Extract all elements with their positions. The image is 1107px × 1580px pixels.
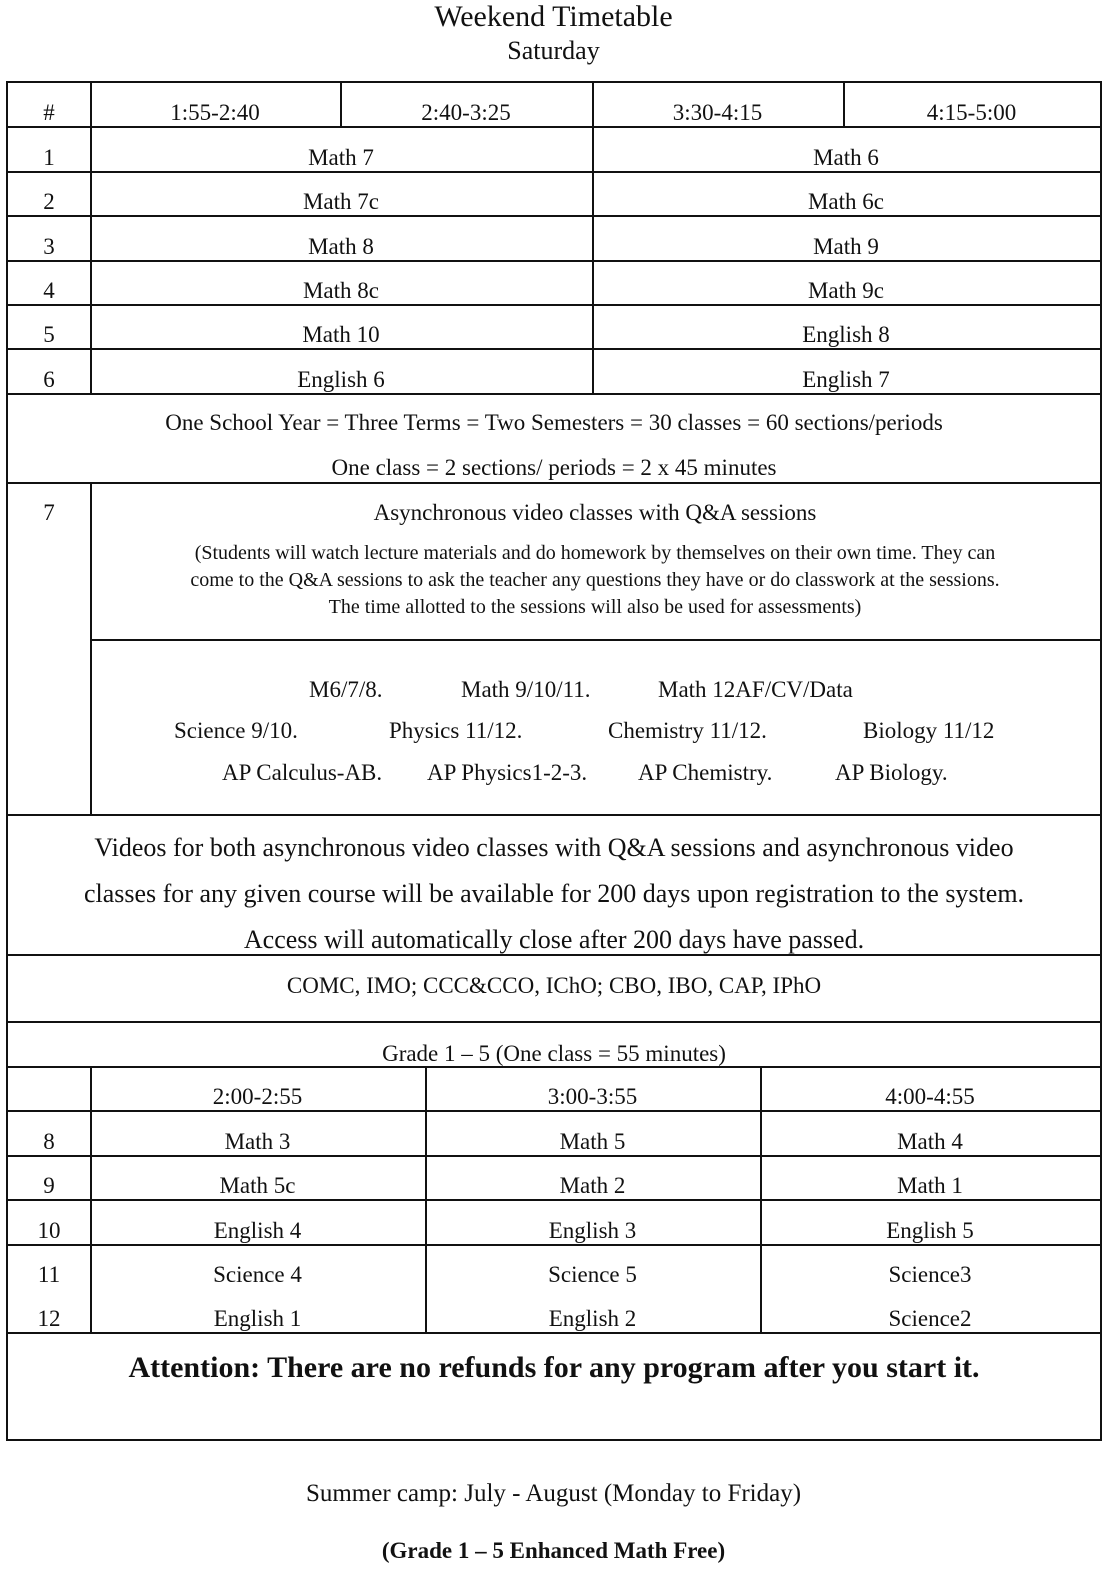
competitions-list: COMC, IMO; CCC&CCO, IChO; CBO, IBO, CAP, IPhO xyxy=(286,973,822,998)
time-slot-header: 2:40-3:25 xyxy=(421,100,511,125)
row-number: 9 xyxy=(43,1173,55,1198)
page-title: Weekend Timetable xyxy=(434,0,673,33)
subject-item: Chemistry 11/12. xyxy=(608,718,767,743)
row-number: 11 xyxy=(37,1262,61,1287)
class-cell: Science2 xyxy=(888,1306,972,1331)
summer-camp-info: Summer camp: July - August (Monday to Friday) xyxy=(305,1480,802,1507)
row-number: 12 xyxy=(37,1306,61,1331)
class-cell: English 2 xyxy=(548,1306,637,1331)
class-cell: English 8 xyxy=(802,322,890,347)
class-cell: Math 5 xyxy=(559,1129,626,1154)
class-cell: Math 2 xyxy=(559,1173,626,1198)
async-heading: Asynchronous video classes with Q&A sessions xyxy=(373,500,817,525)
page-subtitle: Saturday xyxy=(507,36,600,65)
video-note-line: classes for any given course will be available for 200 days upon registration to the system. xyxy=(83,879,1025,908)
subject-item: AP Chemistry. xyxy=(638,760,773,785)
school-year-note: One School Year = Three Terms = Two Semesters = 30 classes = 60 sections/periods xyxy=(165,410,943,435)
class-cell: Math 10 xyxy=(302,322,380,347)
class-cell: Math 6c xyxy=(807,189,884,214)
class-cell: Math 8c xyxy=(302,278,379,303)
row-number: 7 xyxy=(43,500,55,525)
row-number: 3 xyxy=(43,234,55,259)
class-cell: Math 4 xyxy=(897,1129,963,1154)
row-number: 5 xyxy=(43,322,55,347)
time-slot-header: 3:00-3:55 xyxy=(547,1084,638,1109)
async-description-line: (Students will watch lecture materials and do homework by themselves on their own time. They can xyxy=(194,542,996,564)
row-number: 6 xyxy=(43,367,55,392)
async-description xyxy=(90,540,1100,621)
row-number: 10 xyxy=(37,1218,61,1243)
subject-item: AP Biology. xyxy=(835,760,948,785)
summer-camp-note: (Grade 1 – 5 Enhanced Math Free) xyxy=(381,1538,726,1563)
grade-caption: Grade 1 – 5 (One class = 55 minutes) xyxy=(382,1041,726,1066)
class-cell: Math 8 xyxy=(308,234,374,259)
class-cell: English 6 xyxy=(297,367,385,392)
class-cell: Science 4 xyxy=(213,1262,302,1287)
class-cell: English 3 xyxy=(548,1218,637,1243)
row-number: 4 xyxy=(43,278,55,303)
class-cell: English 1 xyxy=(213,1306,302,1331)
class-cell: Math 6 xyxy=(813,145,879,170)
class-cell: Math 7 xyxy=(308,145,374,170)
timetable xyxy=(6,81,1102,1441)
class-cell: Math 9c xyxy=(807,278,884,303)
subject-item: Biology 11/12 xyxy=(863,718,995,743)
class-cell: English 5 xyxy=(886,1218,974,1243)
time-slot-header: 3:30-4:15 xyxy=(672,100,763,125)
subject-item: Physics 11/12. xyxy=(389,718,523,743)
time-slot-header: 4:00-4:55 xyxy=(885,1084,975,1109)
subject-item: AP Physics1-2-3. xyxy=(427,760,588,785)
time-slot-header: 4:15-5:00 xyxy=(926,100,1017,125)
class-cell: English 4 xyxy=(213,1218,302,1243)
class-cell: Science3 xyxy=(888,1262,972,1287)
header-number: # xyxy=(43,100,55,125)
class-cell: Math 5c xyxy=(219,1173,296,1198)
video-note-line: Access will automatically close after 200 days have passed. xyxy=(243,925,865,954)
subject-item: Science 9/10. xyxy=(174,718,298,743)
subject-item: Math 12AF/CV/Data xyxy=(658,677,853,702)
subject-item: AP Calculus-AB. xyxy=(222,760,383,785)
time-slot-header: 1:55-2:40 xyxy=(170,100,260,125)
async-description-line: The time allotted to the sessions will also be used for assessments) xyxy=(328,596,862,618)
time-slot-header: 2:00-2:55 xyxy=(212,1084,303,1109)
video-availability-note xyxy=(8,825,1100,963)
class-length-note: One class = 2 sections/ periods = 2 x 45 minutes xyxy=(331,455,777,480)
class-cell: Math 9 xyxy=(813,234,879,259)
class-cell: Math 7c xyxy=(302,189,379,214)
row-number: 8 xyxy=(43,1129,55,1154)
class-cell: Math 3 xyxy=(224,1129,291,1154)
class-cell: English 7 xyxy=(802,367,890,392)
async-description-line: come to the Q&A sessions to ask the teacher any questions they have or do classwork at the sessions. xyxy=(190,569,1000,591)
no-refund-notice: Attention: There are no refunds for any program after you start it. xyxy=(128,1351,980,1384)
class-cell: Science 5 xyxy=(548,1262,637,1287)
video-note-line: Videos for both asynchronous video classes with Q&A sessions and asynchronous video xyxy=(94,833,1014,862)
class-cell: Math 1 xyxy=(897,1173,963,1198)
row-number: 2 xyxy=(43,189,55,214)
subject-item: Math 9/10/11. xyxy=(461,677,591,702)
subject-item: M6/7/8. xyxy=(309,677,383,702)
row-number: 1 xyxy=(43,145,55,170)
